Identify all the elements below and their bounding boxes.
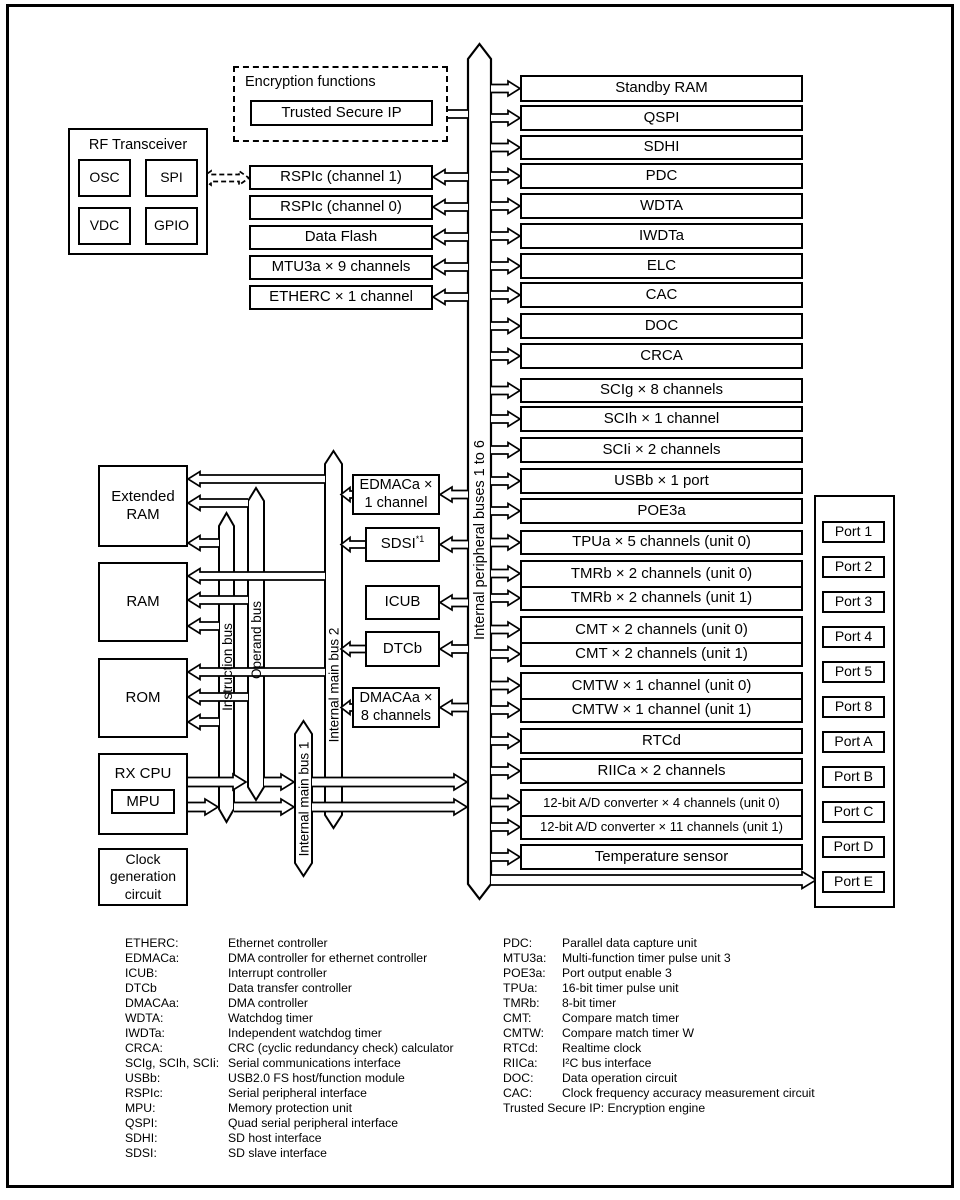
block-mtu3a-9-channels (249, 255, 433, 280)
rf-cell-spi (145, 159, 198, 197)
block-qspi (520, 105, 803, 131)
bus-arrow (491, 288, 520, 303)
label: SDSI (380, 535, 416, 553)
legend-term: DTCb (125, 981, 157, 995)
cpu-bus-arrow (264, 774, 294, 790)
legend-term: DMACAa: (125, 996, 180, 1010)
block-usbb-1-port (520, 468, 803, 494)
bus-arrow (491, 703, 520, 718)
label: ETHERC × 1 channel (269, 288, 413, 306)
block-elc (520, 253, 803, 279)
label: SCIh × 1 channel (603, 409, 720, 427)
legend-term: QSPI: (125, 1116, 158, 1130)
label: CMT × 2 channels (unit 1) (575, 645, 748, 663)
block-cac (520, 282, 803, 308)
label (360, 477, 433, 495)
label: Port 2 (834, 558, 873, 575)
bus-arrow (491, 474, 520, 489)
legend-desc: Encryption engine (607, 1101, 706, 1115)
cpu-bus-arrow (188, 799, 218, 815)
bus-label-operand: Operand bus (249, 600, 264, 680)
label: MTU3a × 9 channels (271, 258, 411, 276)
rf-cell-vdc (78, 207, 131, 245)
rx-cpu-label (115, 765, 172, 783)
bus-arrow (491, 647, 520, 662)
legend-desc: I²C bus interface (562, 1056, 652, 1070)
rf-cell-osc (78, 159, 131, 197)
bus-arrow (188, 472, 325, 487)
block-temperature-sensor (520, 844, 803, 870)
legend-term: RTCd: (503, 1041, 538, 1055)
legend-desc: Independent watchdog timer (228, 1026, 382, 1040)
bus-arrow (491, 169, 520, 184)
bus-arrow (491, 622, 520, 637)
block-wdta (520, 193, 803, 219)
label: QSPI (643, 108, 680, 126)
label: SPI (160, 169, 183, 186)
legend-desc: Interrupt controller (228, 966, 327, 980)
label: RSPIc (channel 1) (280, 168, 402, 186)
block-icub (365, 585, 440, 620)
block-iwdta (520, 223, 803, 249)
block-rx-cpu (98, 753, 188, 835)
legend-desc: Realtime clock (562, 1041, 642, 1055)
label: CAC (645, 285, 678, 303)
bus-arrow (188, 496, 248, 511)
bus-arrow (341, 642, 366, 656)
legend-desc: Data transfer controller (228, 981, 352, 995)
legend-desc: Clock frequency accuracy measurement circuit (562, 1086, 815, 1100)
block-tmrb-2-channels-unit-0-group (520, 560, 803, 611)
block-scig-8-channels (520, 378, 803, 403)
bus-arrow (491, 850, 520, 865)
bus-arrow (491, 566, 520, 581)
block-dmacaa-8-channels (352, 687, 440, 728)
bus-arrow (491, 764, 520, 779)
block-dtcb (365, 631, 440, 667)
label: Port C (833, 803, 874, 820)
block-tpua-5-channels-unit-0 (520, 530, 803, 555)
bus-arrow (440, 537, 468, 552)
legend-desc: Ethernet controller (228, 936, 328, 950)
label: EDMACa × (359, 476, 433, 493)
bus-arrow (433, 170, 468, 185)
legend-term: Trusted Secure IP: (503, 1101, 605, 1115)
legend-right-column (503, 936, 903, 1116)
legend-desc: Quad serial peripheral interface (228, 1116, 399, 1130)
label: Port 1 (834, 523, 873, 540)
encryption-group-title (245, 74, 376, 92)
bus-arrow (491, 140, 520, 155)
label: MPU (126, 792, 160, 810)
spi-rspic-dashed-link (201, 171, 249, 185)
label: OSC (89, 169, 120, 186)
bus-arrow (491, 591, 520, 606)
label: VDC (89, 217, 120, 234)
label (381, 535, 425, 553)
bus-arrow (491, 678, 520, 693)
legend-term: SCIg, SCIh, SCIi: (125, 1056, 220, 1070)
legend-term: USBb: (125, 1071, 161, 1085)
legend-term: WDTA: (125, 1011, 164, 1025)
label: RX CPU (114, 765, 172, 782)
label: SCIg × 8 channels (600, 381, 723, 399)
bus-arrow (491, 412, 520, 427)
label: SCIi × 2 channels (602, 440, 721, 458)
label: 1 channel (364, 494, 428, 511)
legend-desc: Compare match timer W (562, 1026, 695, 1040)
label: Port E (834, 873, 873, 890)
bus-arrow (491, 734, 520, 749)
port-box-port-4 (822, 626, 885, 648)
label: 8 channels (360, 707, 432, 724)
bus-arrow (491, 111, 520, 126)
label: PDC (645, 166, 678, 184)
legend-term: ICUB: (125, 966, 158, 980)
legend-term: MPU: (125, 1101, 156, 1115)
legend-desc: Parallel data capture unit (562, 936, 697, 950)
label: SDHI (643, 138, 680, 156)
bus-label-internal-main-2: Internal main bus 2 (326, 627, 342, 743)
bus-arrow (188, 536, 219, 551)
bus-arrow (188, 619, 219, 634)
bus-label-instruction: Instruction bus (220, 623, 235, 711)
label: Port 5 (834, 663, 873, 680)
label: RIICa × 2 channels (597, 761, 726, 779)
legend-desc: CRC (cyclic redundancy check) calculator (228, 1041, 454, 1055)
label (383, 640, 422, 658)
label: Trusted Secure IP (281, 103, 402, 121)
block-mpu (111, 789, 175, 814)
legend-desc: SD slave interface (228, 1146, 327, 1160)
label: Port 3 (834, 593, 873, 610)
legend-term: CRCA: (125, 1041, 163, 1055)
label: Port A (834, 733, 873, 750)
legend-desc: 8-bit timer (562, 996, 617, 1010)
legend-term: MTU3a: (503, 951, 547, 965)
label: Data Flash (304, 228, 378, 246)
rf-cell-gpio (145, 207, 198, 245)
block-rspic-channel-1 (249, 165, 433, 190)
port-box-port-e (822, 871, 885, 893)
block-poe3a (520, 498, 803, 524)
legend-desc: DMA controller for ethernet controller (228, 951, 428, 965)
bus-arrow (491, 795, 520, 810)
label: Port 4 (834, 628, 873, 645)
block-cmtw-1-channel-unit-0-group (520, 672, 803, 723)
label: Extended RAM (111, 487, 175, 523)
label: TMRb × 2 channels (unit 0) (570, 564, 753, 582)
label: Temperature sensor (594, 847, 729, 865)
bus-arrow (491, 229, 520, 244)
label: TPUa × 5 channels (unit 0) (572, 533, 751, 551)
cpu-bus-arrow (234, 799, 294, 815)
legend-term: TMRb: (503, 996, 540, 1010)
cpu-bus-arrow (188, 774, 246, 790)
block-rom (98, 658, 188, 738)
label: RF Transceiver (88, 137, 188, 153)
legend-term: SDHI: (125, 1131, 158, 1145)
bus-arrow (440, 487, 468, 502)
legend-term: CMT: (503, 1011, 532, 1025)
block-12-bit-a-d-converter-4-channels-unit-0-group (520, 789, 803, 840)
bus-to-ports-arrow (491, 872, 816, 889)
port-box-port-1 (822, 521, 885, 543)
label: Standby RAM (615, 79, 708, 97)
port-box-port-d (822, 836, 885, 858)
label (361, 708, 431, 726)
legend-term: IWDTa: (125, 1026, 165, 1040)
block-tmrb-2-channels-unit-1 (522, 586, 801, 610)
bus-arrow (491, 535, 520, 550)
legend-term: EDMACa: (125, 951, 180, 965)
label: CMT × 2 channels (unit 0) (575, 620, 748, 638)
block-scih-1-channel (520, 406, 803, 432)
bus-arrow (440, 700, 468, 715)
label: IWDTa (639, 226, 684, 244)
label: Port D (833, 838, 874, 855)
label: DOC (644, 316, 679, 334)
legend-term: PDC: (503, 936, 533, 950)
block-edmaca-1-channel (352, 474, 440, 515)
label: ICUB (384, 593, 421, 611)
label: ELC (646, 256, 677, 274)
label: RTCd (642, 731, 681, 749)
port-box-port-2 (822, 556, 885, 578)
port-box-port-a (822, 731, 885, 753)
legend-desc: DMA controller (228, 996, 308, 1010)
label: DMACAa × (359, 689, 433, 706)
legend-desc: USB2.0 FS host/function module (228, 1071, 405, 1085)
label (385, 593, 421, 611)
block-ram (98, 562, 188, 642)
label: 12-bit A/D converter × 4 channels (unit 0) (543, 794, 780, 810)
label: CMTW × 1 channel (unit 1) (571, 701, 752, 719)
block-12-bit-a-d-converter-11-channels-unit-1 (522, 815, 801, 839)
bus-arrow (491, 259, 520, 274)
bus-arrow (188, 715, 219, 730)
block-sdsi (365, 527, 440, 562)
label (365, 495, 428, 513)
port-box-port-8 (822, 696, 885, 718)
label: CRCA (640, 346, 683, 364)
bus-arrow (440, 642, 468, 657)
label: WDTA (639, 196, 684, 214)
bus-arrow (491, 199, 520, 214)
legend-desc: Compare match timer (562, 1011, 680, 1025)
block-cmt-2-channels-unit-0 (522, 618, 801, 642)
block-cmtw-1-channel-unit-0 (522, 674, 801, 698)
block-tmrb-2-channels-unit-0 (522, 562, 801, 586)
label: Clock generation circuit (109, 851, 177, 902)
legend-desc: SD host interface (228, 1131, 322, 1145)
legend-term: DOC: (503, 1071, 534, 1085)
label: CMTW × 1 channel (unit 0) (571, 676, 752, 694)
bus-arrow (491, 443, 520, 458)
rf-transceiver-title (89, 137, 187, 155)
legend-term: ETHERC: (125, 936, 179, 950)
port-box-port-b (822, 766, 885, 788)
legend-desc: 16-bit timer pulse unit (562, 981, 679, 995)
block-data-flash (249, 225, 433, 250)
legend-desc: Watchdog timer (228, 1011, 313, 1025)
port-box-port-5 (822, 661, 885, 683)
block-rspic-channel-0 (249, 195, 433, 220)
bus-arrow (491, 81, 520, 96)
block-riica-2-channels (520, 758, 803, 784)
label: Port 8 (834, 698, 873, 715)
bus-arrow (491, 319, 520, 334)
legend-term: RIICa: (503, 1056, 538, 1070)
block-clock-generation-circuit (98, 848, 188, 906)
trusted-secure-ip-block (250, 100, 433, 126)
bus-arrow (491, 504, 520, 519)
block-12-bit-a-d-converter-4-channels-unit-0 (522, 791, 801, 815)
port-box-port-3 (822, 591, 885, 613)
bus-arrow (433, 290, 468, 305)
legend-term: POE3a: (503, 966, 546, 980)
label: 12-bit A/D converter × 11 channels (unit 1) (540, 819, 783, 835)
label: Encryption functions (245, 74, 376, 90)
legend-desc: Port output enable 3 (562, 966, 672, 980)
label: USBb × 1 port (614, 471, 709, 489)
bus-arrow (433, 230, 468, 245)
legend-desc: Serial communications interface (228, 1056, 401, 1070)
legend-term: RSPIc: (125, 1086, 163, 1100)
block-extended-ram (98, 465, 188, 547)
legend-term: CAC: (503, 1086, 533, 1100)
legend-desc: Serial peripheral interface (228, 1086, 367, 1100)
block-standby-ram (520, 75, 803, 102)
label (360, 690, 433, 708)
bus-arrow (491, 349, 520, 364)
label: ROM (125, 688, 161, 706)
bus-label-internal-main-1: Internal main bus 1 (296, 741, 312, 857)
legend-term: SDSI: (125, 1146, 157, 1160)
footnote-marker: *1 (415, 534, 425, 545)
legend-term: CMTW: (503, 1026, 545, 1040)
legend-desc: Data operation circuit (562, 1071, 678, 1085)
legend-term: TPUa: (503, 981, 538, 995)
block-cmt-2-channels-unit-1 (522, 642, 801, 666)
label: RSPIc (channel 0) (280, 198, 402, 216)
legend-desc: Multi-function timer pulse unit 3 (562, 951, 731, 965)
label: GPIO (153, 217, 189, 234)
block-doc (520, 313, 803, 339)
block-cmt-2-channels-unit-0-group (520, 616, 803, 667)
bus-arrow (341, 538, 366, 552)
bus-arrow (491, 383, 520, 398)
bus-arrow (433, 260, 468, 275)
block-pdc (520, 163, 803, 189)
port-box-port-c (822, 801, 885, 823)
bus-arrow (491, 820, 520, 835)
legend-left-column (125, 936, 503, 1161)
label: RAM (126, 592, 160, 610)
legend-term-and-desc (503, 1101, 903, 1116)
label: Port B (834, 768, 873, 785)
block-crca (520, 343, 803, 369)
bus-label-internal-peripheral: Internal peripheral buses 1 to 6 (472, 440, 488, 640)
block-scii-2-channels (520, 437, 803, 463)
block-cmtw-1-channel-unit-1 (522, 698, 801, 722)
bus-arrow (440, 595, 468, 610)
block-rtcd (520, 728, 803, 754)
label: TMRb × 2 channels (unit 1) (570, 589, 753, 607)
block-etherc-1-channel (249, 285, 433, 310)
label: DTCb (382, 639, 423, 657)
bus-arrow (433, 200, 468, 215)
block-sdhi (520, 135, 803, 160)
legend-desc: Memory protection unit (228, 1101, 352, 1115)
label: POE3a (637, 501, 686, 519)
